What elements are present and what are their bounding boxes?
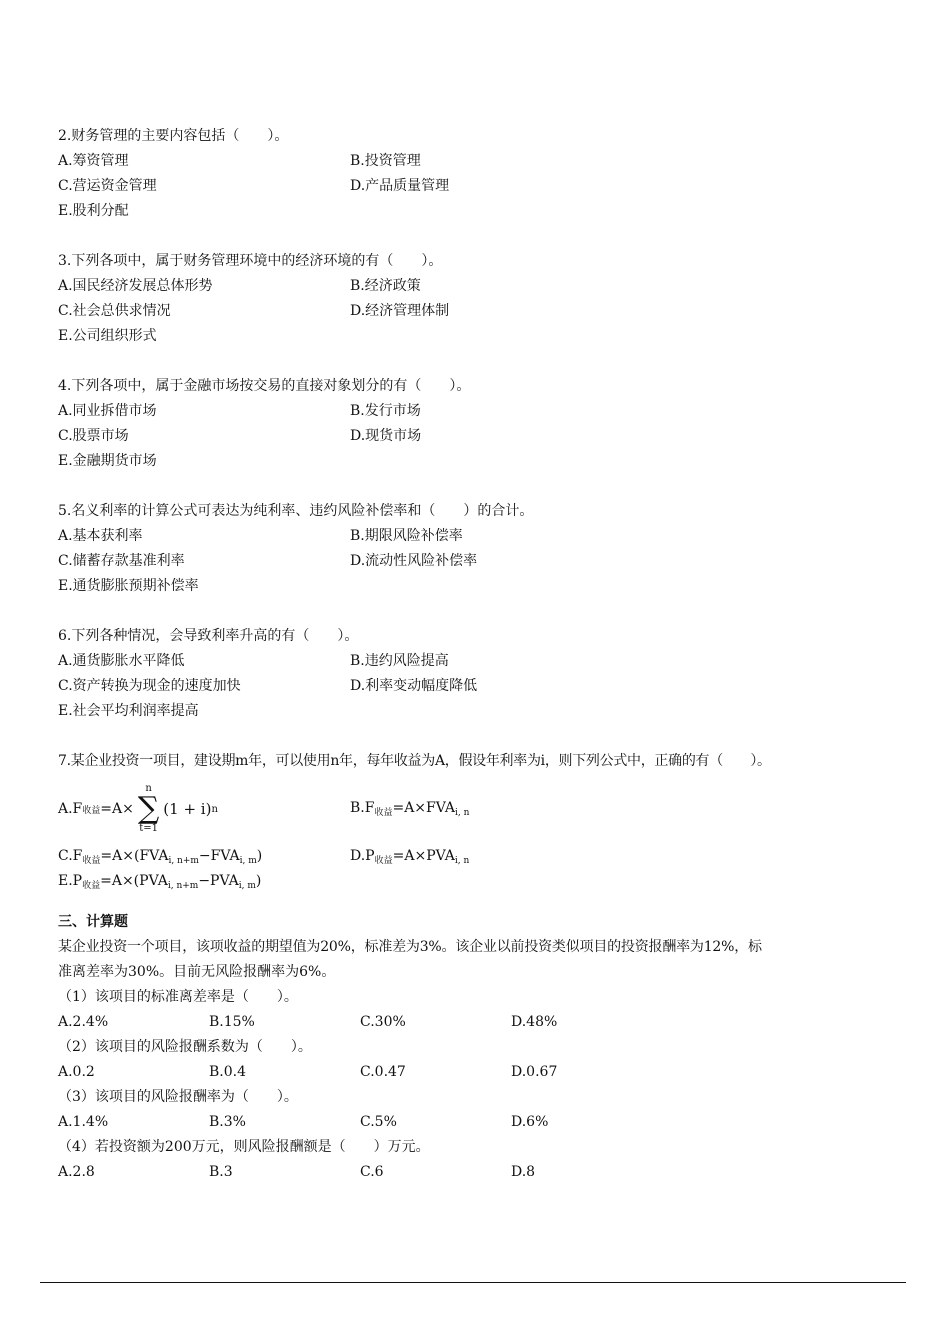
question-stem: 7.某企业投资一项目，建设期m年，可以使用n年，每年收益为A，假设年利率为i，则下列公式中，正确的有（ ）。 bbox=[58, 753, 771, 769]
sigma-lower: t=1 bbox=[139, 823, 158, 834]
option-b: B.3 bbox=[209, 1164, 233, 1180]
option-c: C.社会总供求情况 bbox=[58, 303, 171, 319]
option-b: B.发行市场 bbox=[350, 403, 421, 419]
question-2 bbox=[58, 124, 898, 224]
question-3 bbox=[58, 249, 898, 349]
option-a: A.2.4% bbox=[58, 1014, 109, 1030]
option-a: A.基本获利率 bbox=[58, 528, 143, 544]
option-d: D.经济管理体制 bbox=[350, 303, 450, 319]
question-6 bbox=[58, 624, 898, 724]
option-c-index1: i, n+m bbox=[168, 856, 199, 866]
option-c-subscript: 收益 bbox=[82, 856, 101, 866]
section-title: 三、计算题 bbox=[58, 914, 128, 930]
option-e-eq1: =A×(PVA bbox=[100, 873, 168, 889]
option-c-end: ) bbox=[256, 848, 263, 864]
option-d: D.0.67 bbox=[511, 1064, 558, 1080]
option-a: A.同业拆借市场 bbox=[58, 403, 157, 419]
option-b-prefix: B.F bbox=[350, 800, 375, 816]
question-5 bbox=[58, 499, 898, 599]
question-stem: 6.下列各种情况，会导致利率升高的有（ ）。 bbox=[58, 628, 359, 644]
option-a-eq: =A× bbox=[100, 801, 134, 817]
option-d: D.流动性风险补偿率 bbox=[350, 553, 478, 569]
option-e-subscript: 收益 bbox=[82, 881, 101, 891]
option-d: D.现货市场 bbox=[350, 428, 422, 444]
option-a-subscript: 收益 bbox=[82, 805, 101, 816]
footer-divider bbox=[40, 1282, 906, 1283]
option-b-index: i, n bbox=[455, 808, 470, 818]
option-c-prefix: C.F bbox=[58, 848, 83, 864]
section-calculation bbox=[58, 910, 898, 1185]
option-row bbox=[58, 549, 898, 574]
option-c: C.5% bbox=[360, 1114, 397, 1130]
option-e-prefix: E.P bbox=[58, 873, 83, 889]
option-d: D.8 bbox=[511, 1164, 536, 1180]
option-row bbox=[58, 149, 898, 174]
option-row bbox=[58, 399, 898, 424]
option-a: A.筹资管理 bbox=[58, 153, 129, 169]
option-a-prefix: A.F bbox=[58, 801, 83, 817]
option-row bbox=[58, 299, 898, 324]
option-a: A.国民经济发展总体形势 bbox=[58, 278, 213, 294]
sub-question-4-stem: （4）若投资额为200万元，则风险报酬额是（ ）万元。 bbox=[58, 1139, 430, 1155]
option-e: E.公司组织形式 bbox=[58, 328, 157, 344]
option-c: C.6 bbox=[360, 1164, 384, 1180]
option-e bbox=[58, 869, 898, 894]
option-e-index1: i, n+m bbox=[167, 881, 199, 891]
option-e-index2: i, m bbox=[238, 881, 256, 891]
option-d: D.6% bbox=[511, 1114, 549, 1130]
formula-row bbox=[58, 782, 898, 836]
sigma-upper: n bbox=[145, 783, 152, 794]
sub-question-3-options bbox=[58, 1110, 898, 1135]
option-row bbox=[58, 649, 898, 674]
option-a: A.1.4% bbox=[58, 1114, 109, 1130]
option-c: C.30% bbox=[360, 1014, 406, 1030]
option-c-mid: −FVA bbox=[198, 848, 240, 864]
question-stem: 2.财务管理的主要内容包括（ ）。 bbox=[58, 128, 289, 144]
option-d-index: i, n bbox=[454, 856, 470, 866]
option-d bbox=[350, 844, 469, 869]
option-row bbox=[58, 174, 898, 199]
sigma-symbol: ∑ bbox=[137, 791, 160, 826]
option-c: C.股票市场 bbox=[58, 428, 129, 444]
option-d: D.48% bbox=[511, 1014, 558, 1030]
option-a: A.通货膨胀水平降低 bbox=[58, 653, 185, 669]
option-b bbox=[350, 800, 469, 818]
option-c-index2: i, m bbox=[239, 856, 257, 866]
option-e-mid: −PVA bbox=[198, 873, 239, 889]
sub-question-1-stem: （1）该项目的标准离差率是（ ）。 bbox=[58, 989, 298, 1005]
option-b: B.经济政策 bbox=[350, 278, 421, 294]
option-b: B.违约风险提高 bbox=[350, 653, 449, 669]
option-d-eq: =A×PVA bbox=[392, 848, 455, 864]
option-b: B.3% bbox=[209, 1114, 246, 1130]
question-7 bbox=[58, 749, 898, 894]
sub-question-1-options bbox=[58, 1010, 898, 1035]
intro-line-1: 某企业投资一个项目，该项收益的期望值为20%，标准差为3%。该企业以前投资类似项目的投资报酬率为12%，标 bbox=[58, 939, 762, 955]
option-d: D.产品质量管理 bbox=[350, 178, 450, 194]
option-c: C.0.47 bbox=[360, 1064, 406, 1080]
sub-question-2-options bbox=[58, 1060, 898, 1085]
option-c: C.储蓄存款基准利率 bbox=[58, 553, 185, 569]
option-b: B.投资管理 bbox=[350, 153, 421, 169]
question-4 bbox=[58, 374, 898, 474]
option-a: A.0.2 bbox=[58, 1064, 95, 1080]
summation-sign bbox=[138, 784, 159, 834]
option-c bbox=[58, 844, 350, 869]
question-stem: 4.下列各项中，属于金融市场按交易的直接对象划分的有（ ）。 bbox=[58, 378, 471, 394]
sub-question-2-stem: （2）该项目的风险报酬系数为（ ）。 bbox=[58, 1039, 312, 1055]
intro-line-2: 准离差率为30%。目前无风险报酬率为6%。 bbox=[58, 964, 336, 980]
option-a: A.2.8 bbox=[58, 1164, 95, 1180]
option-row bbox=[58, 524, 898, 549]
option-e-end: ) bbox=[255, 873, 262, 889]
option-b-subscript: 收益 bbox=[374, 808, 393, 818]
option-c: C.营运资金管理 bbox=[58, 178, 157, 194]
option-e: E.通货膨胀预期补偿率 bbox=[58, 578, 199, 594]
exam-page bbox=[58, 124, 898, 1185]
option-b-eq: =A×FVA bbox=[392, 800, 456, 816]
option-d-subscript: 收益 bbox=[374, 856, 393, 866]
sub-question-3-stem: （3）该项目的风险报酬率为（ ）。 bbox=[58, 1089, 298, 1105]
option-b: B.15% bbox=[209, 1014, 255, 1030]
option-e: E.金融期货市场 bbox=[58, 453, 157, 469]
option-row bbox=[58, 844, 898, 869]
option-a-exponent: n bbox=[211, 803, 218, 815]
question-stem: 5.名义利率的计算公式可表达为纯利率、违约风险补偿率和（ ）的合计。 bbox=[58, 503, 534, 519]
option-a-term: (1 + i) bbox=[163, 800, 212, 818]
option-d: D.利率变动幅度降低 bbox=[350, 678, 478, 694]
option-e: E.股利分配 bbox=[58, 203, 129, 219]
question-stem: 3.下列各项中，属于财务管理环境中的经济环境的有（ ）。 bbox=[58, 253, 443, 269]
option-c-eq1: =A×(FVA bbox=[100, 848, 169, 864]
option-d-prefix: D.P bbox=[350, 848, 375, 864]
option-c: C.资产转换为现金的速度加快 bbox=[58, 678, 241, 694]
option-row bbox=[58, 424, 898, 449]
option-row bbox=[58, 674, 898, 699]
option-a bbox=[58, 784, 350, 834]
option-row bbox=[58, 274, 898, 299]
option-b: B.期限风险补偿率 bbox=[350, 528, 463, 544]
option-e: E.社会平均利润率提高 bbox=[58, 703, 199, 719]
sub-question-4-options bbox=[58, 1160, 898, 1185]
option-b: B.0.4 bbox=[209, 1064, 247, 1080]
